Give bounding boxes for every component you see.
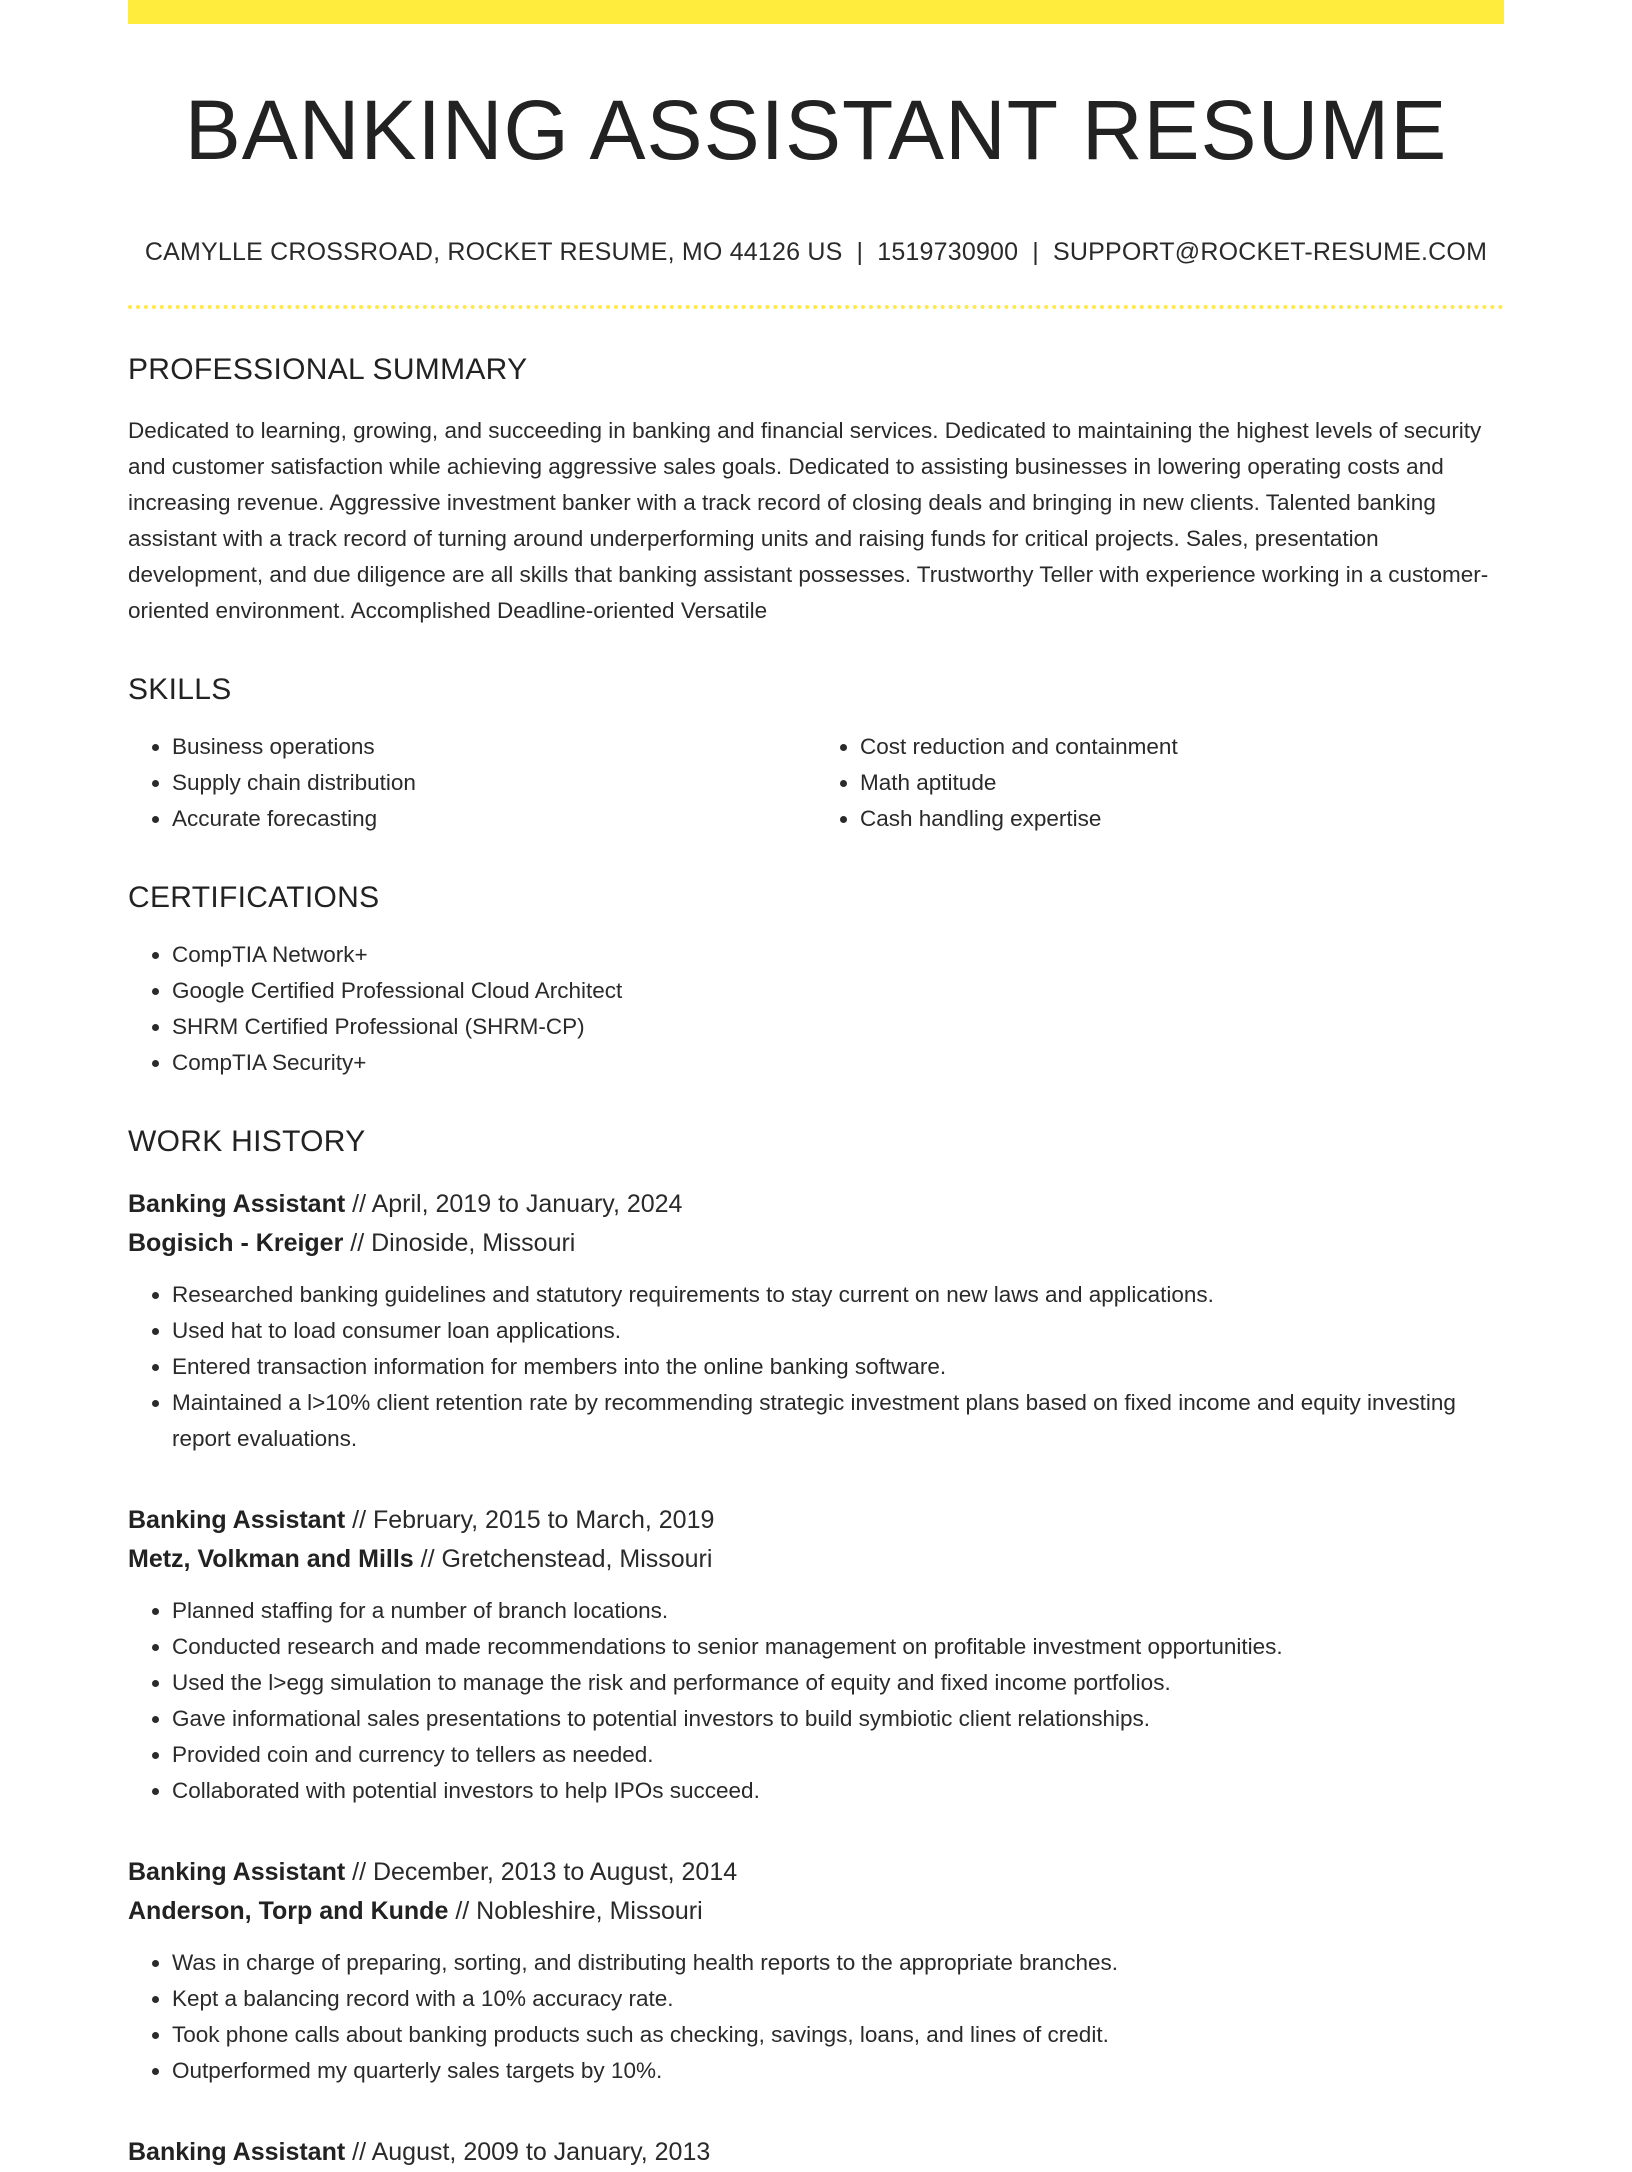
job-bullet: • Was in charge of preparing, sorting, and distributing health reports to the appropriate branches. — [172, 1945, 1504, 1981]
job-dates: // August, 2009 to January, 2013 — [352, 2138, 711, 2167]
contact-phone: 1519730900 — [877, 238, 1019, 267]
job-title: Banking Assistant — [128, 1190, 346, 1219]
job-title: Banking Assistant — [128, 2138, 346, 2167]
job-bullet: • Gave informational sales presentations to potential investors to build symbiotic client relationships. — [172, 1701, 1504, 1737]
job-dates: // February, 2015 to March, 2019 — [352, 1506, 715, 1535]
job-bullet: • Took phone calls about banking products such as checking, savings, loans, and lines of credit. — [172, 2017, 1504, 2053]
job-title-line — [128, 2133, 1504, 2172]
job-company: Anderson, Torp and Kunde — [128, 1897, 449, 1926]
contact-address: CAMYLLE CROSSROAD, ROCKET RESUME, MO 44126 US — [144, 238, 843, 267]
job-dates: // December, 2013 to August, 2014 — [352, 1858, 738, 1887]
skill-item: • Cash handling expertise — [860, 801, 1504, 837]
accent-bar — [128, 0, 1504, 24]
job-location: // Gretchenstead, Missouri — [420, 1545, 713, 1574]
skill-item: • Business operations — [172, 729, 816, 765]
certification-item: • SHRM Certified Professional (SHRM-CP) — [172, 1009, 1504, 1045]
skills-section — [128, 673, 1504, 837]
job-entry — [128, 1501, 1504, 1809]
summary-text: Dedicated to learning, growing, and succeeding in banking and financial services. Dedicated to maintaining the highest levels of security and customer satisfaction while achieving aggressive sales goals. Dedicated to assisting businesses in lowering operating costs and increasing revenue. Aggressive investment banker with a track record of closing deals and bringing in new clients. Talented banking assistant with a track record of turning around underperforming units and raising funds for critical projects. Sales, presentation development, and due diligence are all skills that banking assistant possesses. Trustworthy Teller with experience working in a customer-oriented environment. Accomplished Deadline-oriented Versatile — [128, 418, 1489, 624]
skill-item: • Accurate forecasting — [172, 801, 816, 837]
skill-item: • Supply chain distribution — [172, 765, 816, 801]
certification-item: • CompTIA Network+ — [172, 937, 1504, 973]
summary-section — [128, 353, 1504, 629]
job-location: // Dinoside, Missouri — [350, 1229, 576, 1258]
section-heading: SKILLS — [128, 673, 232, 707]
job-title-line — [128, 1185, 1504, 1224]
job-title-line — [128, 1853, 1504, 1892]
job-title-line — [128, 1501, 1504, 1540]
job-bullet: • Entered transaction information for members into the online banking software. — [172, 1349, 1504, 1385]
job-bullet: • Kept a balancing record with a 10% accuracy rate. — [172, 1981, 1504, 2017]
skills-list-right — [816, 729, 1504, 837]
job-bullet: • Used hat to load consumer loan applications. — [172, 1313, 1504, 1349]
work-history-section — [128, 1125, 1504, 2172]
skill-item: • Math aptitude — [860, 765, 1504, 801]
job-entry — [128, 2133, 1504, 2172]
section-heading: PROFESSIONAL SUMMARY — [128, 353, 528, 387]
resume-page — [128, 0, 1504, 2172]
job-company-line — [128, 1224, 1504, 1263]
job-bullet: • Collaborated with potential investors to help IPOs succeed. — [172, 1773, 1504, 1809]
job-company: Bogisich - Kreiger — [128, 1229, 344, 1258]
skills-list-left — [128, 729, 816, 837]
job-bullets — [128, 1593, 1504, 1809]
contact-email: SUPPORT@ROCKET-RESUME.COM — [1052, 238, 1488, 267]
job-bullet: • Researched banking guidelines and statutory requirements to stay current on new laws and applications. — [172, 1277, 1504, 1313]
job-title: Banking Assistant — [128, 1858, 346, 1887]
section-heading: WORK HISTORY — [128, 1125, 366, 1159]
job-bullets — [128, 1945, 1504, 2089]
contact-line — [128, 238, 1504, 267]
section-heading: CERTIFICATIONS — [128, 881, 380, 915]
job-company: Metz, Volkman and Mills — [128, 1545, 414, 1574]
job-bullet: • Conducted research and made recommendations to senior management on profitable investment opportunities. — [172, 1629, 1504, 1665]
skill-item: • Cost reduction and containment — [860, 729, 1504, 765]
job-entry — [128, 1185, 1504, 1457]
job-bullet: • Outperformed my quarterly sales targets by 10%. — [172, 2053, 1504, 2089]
certification-item: • CompTIA Security+ — [172, 1045, 1504, 1081]
skills-columns — [128, 729, 1504, 837]
page-title: BANKING ASSISTANT RESUME — [184, 83, 1448, 177]
job-bullet: • Used the l>egg simulation to manage the risk and performance of equity and fixed income portfolios. — [172, 1665, 1504, 1701]
job-bullet: • Provided coin and currency to tellers as needed. — [172, 1737, 1504, 1773]
job-company-line — [128, 1892, 1504, 1931]
contact-separator: | — [856, 238, 864, 267]
dotted-divider — [128, 305, 1504, 309]
job-location: // Nobleshire, Missouri — [455, 1897, 703, 1926]
contact-separator: | — [1032, 238, 1039, 267]
certifications-section — [128, 881, 1504, 1081]
job-dates: // April, 2019 to January, 2024 — [352, 1190, 683, 1219]
certification-item: • Google Certified Professional Cloud Architect — [172, 973, 1504, 1009]
job-title: Banking Assistant — [128, 1506, 346, 1535]
job-bullets — [128, 1277, 1504, 1457]
job-bullet: • Planned staffing for a number of branch locations. — [172, 1593, 1504, 1629]
job-entry — [128, 1853, 1504, 2089]
job-bullet: • Maintained a l>10% client retention rate by recommending strategic investment plans based on fixed income and equity investing report evaluations. — [172, 1385, 1504, 1457]
certifications-list — [128, 937, 1504, 1081]
job-company-line — [128, 1540, 1504, 1579]
